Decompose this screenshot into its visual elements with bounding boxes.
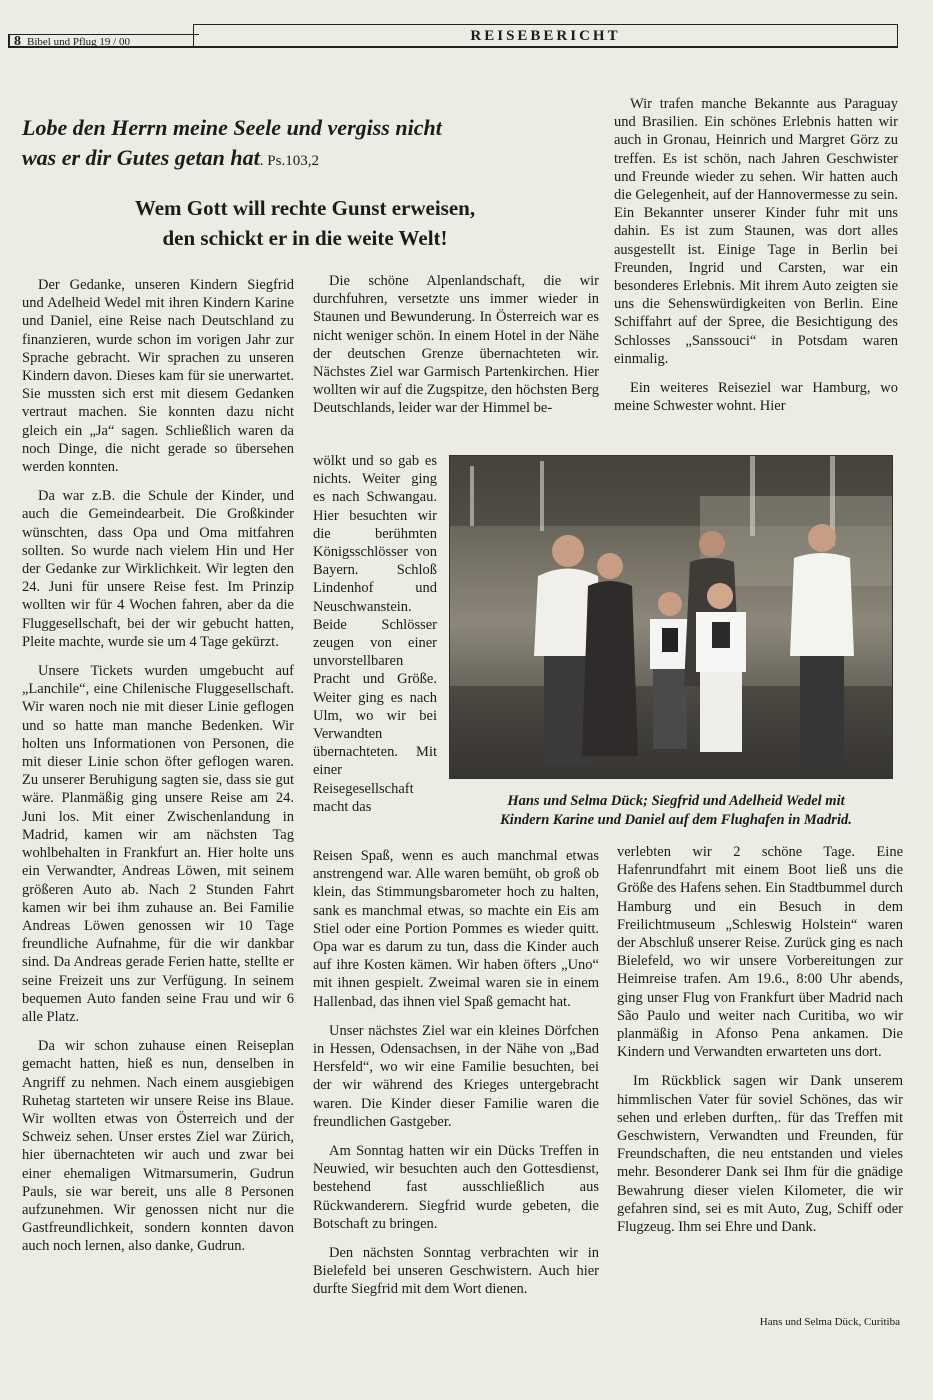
family-photo: [449, 455, 893, 779]
paragraph: Die schöne Alpenlandschaft, die wir durchfuhren, versetzte uns immer wieder in Staunen und Bewunderung. In Österreich war es nicht weniger schön. In einem Hotel in der Nähe der deutschen Grenze übernachteten wir. Nächstes Ziel war Garmisch Partenkirchen. Hier wollten wir auf die Zugspitze, den höchsten Berg Deutschlands, leider war der Himmel be-: [313, 273, 599, 417]
paragraph: Unsere Tickets wurden umgebucht auf „Lanchile“, eine Chilenische Fluggesellschaft. Wir waren noch nie mit dieser Linie geflogen und so hatte man manche Bedenken. Wir holten uns Informationen von Personen, die mit dieser Linie schon öfter geflogen waren. Zu unserer Beruhigung sagten sie, dass sie gut wäre. Planmäßig ging unsere Reise am 24. Juni los. Mit einer Zwischenlandung in Madrid, kamen wir am nächsten Tag wohlbehalten in Frankfurt an. Hier holte uns ein Verwandter, Andreas Löwen, mit seinem größeren Auto ab. Nach 2 Stunden Fahrt kamen wir bei ihm zuhause an. Bei Familie Andreas Löwen genossen wir 10 Tage freundliche Aufnahme, für die wir dankbar sind. Da Andreas gerade Ferien hatte, stellte er seine Freizeit uns zur Verfügung. In seinem bequemen Auto fanden seine Frau und wir 6 alle Platz.: [22, 663, 294, 1025]
page-header: [8, 24, 898, 48]
page-number: 8: [14, 34, 21, 49]
paragraph: Im Rückblick sagen wir Dank unserem himmlischen Vater für soviel Schönes, das wir sehen und erleben durften,. für das Treffen mit Geschwistern, Verwandten und Freunden, für Freundschaften, die neu entstanden und vieles mehr. Besonderer Dank sei Ihm für die gnädige Bewahrung dieser vielen Kilometer, die wir gefahren sind, sei es mit Auto, Zug, Schiff oder Flugzeug. Ihm sei Ehre und Dank.: [617, 1073, 903, 1236]
section-title: REISEBERICHT: [193, 24, 898, 47]
caption-line-1: Hans und Selma Dück; Siegfrid und Adelheid Wedel mit: [507, 793, 845, 809]
column-2-bottom: [313, 847, 599, 1310]
paragraph: verlebten wir 2 schöne Tage. Eine Hafenrundfahrt mit einem Boot ließ uns die Größe des Hafens sehen. Ein Stadtbummel durch Hamburg und ein Besuch in dem Freilichtmuseum „Schleswig Holstein“ waren der Abschluß unserer Reise. Zurück ging es nach Bielefeld, wo wir unsere Vorbereitungen zur Heimreise trafen. Am 19.6., 8:00 Uhr abends, ging unser Flug von Frankfurt über Madrid nach São Paulo und weiter nach Curitiba, wo wir planmäßig in Afonso Pena ankamen. Die Kindern und Verwandten erwarteten uns dort.: [617, 844, 903, 1061]
paragraph: Wir trafen manche Bekannte aus Paraguay und Brasilien. Ein schönes Erlebnis hatten wir auch in Gronau, Heinrich und Margret Görz zu treffen. Es ist schön, nach Jahren Geschwister und Freunde wieder zu sehen. Wir hatten auch die Gelegenheit, auf der Hannovermesse zu sein. Ein Bekannter unserer Kinder fuhr mit uns dahin. Es ist zum Staunen, was dort alles ausgestellt ist. Einige Tage in Berlin bei Freunden, Ingrid und Carsten, war ein besonderes Erlebnis. Mit ihrem Auto zeigten sie uns die Sehenswürdigkeiten von Berlin. Eine Schiffahrt auf der Spree, die Besichtigung des Schlosses „Sanssouci“ in Potsdam waren einmalig.: [614, 96, 898, 367]
article-title: [70, 193, 540, 253]
column-1: [22, 276, 294, 1267]
article-title-line-1: Wem Gott will rechte Gunst erweisen,: [134, 196, 476, 220]
paragraph: wölkt und so gab es nichts. Weiter ging es nach Schwangau. Hier besuchten wir die berühmten Königsschlösser von Bayern. Schloß Lindenhof und Neuschwanstein. Beide Schlösser zeugen von einer unvorstellbaren Pracht und Größe. Weiter ging es nach Ulm, wo wir bei Verwandten übernachteten. Mit einer Reisegesellschaft macht das: [313, 453, 437, 815]
paragraph: Ein weiteres Reiseziel war Hamburg, wo meine Schwester wohnt. Hier: [614, 380, 898, 415]
photo-illustration: [450, 456, 892, 778]
psalm-verse: [22, 113, 482, 176]
photo-caption: [460, 792, 892, 830]
author-signature: Hans und Selma Dück, Curitiba: [759, 1316, 900, 1328]
column-3-bottom: [617, 843, 903, 1247]
caption-line-2: Kindern Karine und Daniel auf dem Flughafen in Madrid.: [500, 812, 852, 828]
paragraph: Der Gedanke, unseren Kindern Siegfrid und Adelheid Wedel mit ihren Kindern Karine und Daniel, eine Reise nach Deutschland zu finanzieren, wurde schon im vorigen Jahr zur Sprache gebracht. Wir sprachen zu unseren Kindern davon. Dieses kam für sie unerwartet. Sie mussten sich erst mit diesem Gedanken vertraut machen. Sie konnten dazu nicht gleich ein „Ja“ sagen. Schließlich waren da noch Dinge, die nicht gerade so übersehen werden konnten.: [22, 277, 294, 476]
paragraph: Da wir schon zuhause einen Reiseplan gemacht hatten, hieß es nun, denselben in Angriff zu nehmen. Nach einem ausgiebigen Ruhetag starteten wir unsere Reise ins Blaue. Wir wollten etwas von Österreich und der Schweiz sehen. Unser erstes Ziel war Zürich, hier übernachteten wir auch und zwar bei einer ehemaligen Witmarsumerin, Gudrun Pauls, sie war bereit, uns alle 8 Personen aufzunehmen. Wir genossen nicht nur die Gastfreundlichkeit, sondern konnten davon auch noch lernen, also danke, Gudrun.: [22, 1038, 294, 1255]
column-3-top: [614, 95, 898, 426]
paragraph: Reisen Spaß, wenn es auch manchmal etwas anstrengend war. Alle waren bemüht, ob groß ob klein, das Stimmungsbarometer hoch zu halten, sank es manchmal etwas, so machte ein Eis am Stiel oder eine Portion Pommes es wieder quitt. Opa war es darum zu tun, dass die Kinder auch auf ihre Kosten kämen. Wir haben öfters „Uno“ mit ihnen gespielt. Zweimal waren sie in einem Hallenbad, das ihnen viel Spaß gemacht hat.: [313, 848, 599, 1010]
psalm-line-1: Lobe den Herrn meine Seele und vergiss nicht: [22, 115, 442, 140]
column-2-narrow: [313, 452, 437, 827]
page-info: [8, 34, 199, 48]
psalm-reference: . Ps.103,2: [259, 153, 319, 169]
article-title-line-2: den schickt er in die weite Welt!: [162, 226, 448, 250]
publication-name: Bibel und Pflug 19 / 00: [27, 36, 130, 48]
paragraph: Da war z.B. die Schule der Kinder, und auch die Gemeindearbeit. Die Großkinder wünschten, dass Opa und Oma mitfahren sollten. So wurde nach vielem Hin und Her der Gedanke zur Wirklichkeit. Wir legten den 24. Juni für unsere Reise fest. Im Prinzip wollten wir für 4 Wochen fahren, aber da die Fluggesellschaft, bei der wir gebucht hatten, Pleite machte, wurde sie um 4 Tage gekürzt.: [22, 488, 294, 650]
column-2-top: [313, 272, 599, 429]
psalm-line-2: was er dir Gutes getan hat: [22, 145, 260, 170]
paragraph: Am Sonntag hatten wir ein Dücks Treffen in Neuwied, wir besuchten auch den Gottesdienst, bestehend fast ausschließlich aus Rückwanderern. Siegfrid wurde gebeten, die Botschaft zu bringen.: [313, 1143, 599, 1232]
paragraph: Unser nächstes Ziel war ein kleines Dörfchen in Hessen, Odensachsen, in der Nähe von „Bad Hersfeld“, wo wir eine Familie besuchten, bei der wir während des Krieges untergebracht waren. Die Kinder dieser Familie waren die freundlichen Gastgeber.: [313, 1022, 599, 1130]
paragraph: Den nächsten Sonntag verbrachten wir in Bielefeld bei unseren Geschwistern. Auch hier durfte Siegfrid mit dem Wort dienen.: [313, 1245, 599, 1298]
